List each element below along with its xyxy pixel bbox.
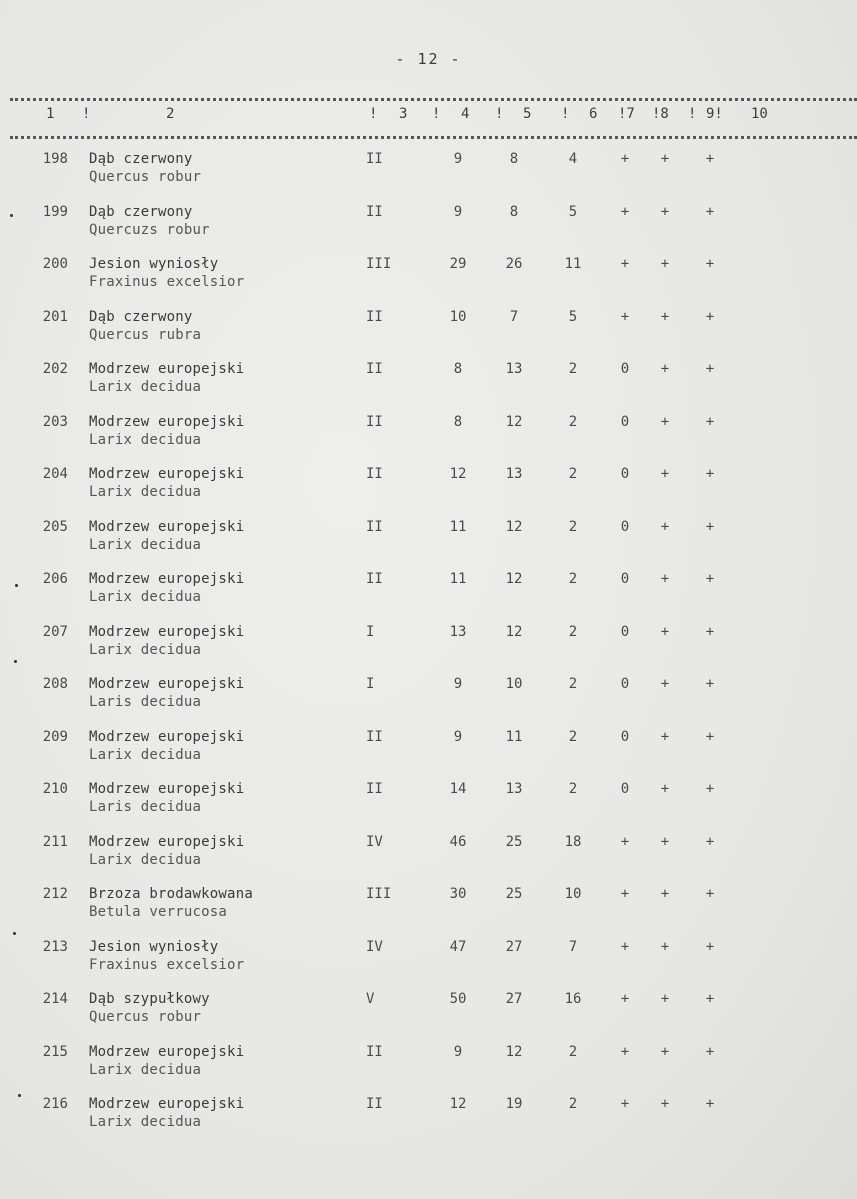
col-6-value: 2 <box>568 781 578 797</box>
col-9-value: + <box>705 203 715 220</box>
col-sep: ! <box>561 106 570 122</box>
col-7-value: 0 <box>620 781 630 797</box>
col-7-value: + <box>620 991 630 1007</box>
col-7-value: + <box>620 833 630 850</box>
col-6-value: 7 <box>568 938 578 955</box>
col-2-header: 2 <box>166 106 175 122</box>
col-4-value: 9 <box>453 203 463 220</box>
table-row <box>0 886 857 930</box>
header-divider <box>10 136 857 139</box>
col-3-value: II <box>366 571 383 587</box>
col-3-value: I <box>366 676 375 692</box>
polish-name: Jesion wyniosły <box>89 256 219 272</box>
latin-name: Quercus rubra <box>89 326 202 343</box>
col-8-value: + <box>660 728 670 745</box>
col-3-header: 3 <box>399 106 408 122</box>
col-5-header: 5 <box>523 106 532 122</box>
row-number: 212 <box>42 886 68 902</box>
col-6-value: 5 <box>568 308 578 325</box>
scan-speck <box>15 584 18 587</box>
col-6-value: 2 <box>568 728 578 745</box>
col-5-value: 13 <box>505 361 523 377</box>
col-4-value: 12 <box>449 466 467 482</box>
col-9-value: + <box>705 728 715 745</box>
scan-speck <box>14 660 17 663</box>
col-sep: ! <box>82 106 91 122</box>
col-1-header: 1 <box>46 106 55 122</box>
col-7-header: !7 <box>618 106 635 122</box>
row-number: 206 <box>42 571 68 587</box>
latin-name: Laris decidua <box>89 799 202 815</box>
col-6-value: 2 <box>568 1043 578 1060</box>
col-10-header: 10 <box>751 106 768 122</box>
col-9-value: + <box>705 518 715 535</box>
col-4-value: 9 <box>453 676 463 692</box>
col-8-value: + <box>660 676 670 692</box>
col-3-value: II <box>366 413 383 430</box>
col-7-value: 0 <box>620 728 630 745</box>
polish-name: Modrzew europejski <box>89 466 245 482</box>
latin-name: Fraxinus excelsior <box>89 274 245 290</box>
col-8-value: + <box>660 413 670 430</box>
polish-name: Dąb czerwony <box>89 308 193 325</box>
col-8-value: + <box>660 623 670 640</box>
col-9-value: + <box>705 991 715 1007</box>
page-number: - 12 - <box>395 50 462 68</box>
col-3-value: IV <box>366 938 383 955</box>
col-4-value: 11 <box>449 518 467 535</box>
col-8-value: + <box>660 1096 670 1112</box>
table-row <box>0 834 857 878</box>
col-9-value: + <box>705 308 715 325</box>
col-4-value: 50 <box>449 991 467 1007</box>
row-number: 201 <box>42 308 68 325</box>
col-9-value: + <box>705 938 715 955</box>
col-5-value: 25 <box>505 833 523 850</box>
col-8-value: + <box>660 991 670 1007</box>
col-6-value: 2 <box>568 413 578 430</box>
polish-name: Modrzew europejski <box>89 676 245 692</box>
col-3-value: IV <box>366 833 383 850</box>
col-4-value: 13 <box>449 623 467 640</box>
row-number: 204 <box>42 466 68 482</box>
col-8-value: + <box>660 833 670 850</box>
col-5-value: 13 <box>505 466 523 482</box>
latin-name: Larix decidua <box>89 1114 202 1130</box>
polish-name: Modrzew europejski <box>89 1096 245 1112</box>
col-9-header: 9! <box>706 106 723 122</box>
col-3-value: I <box>366 623 375 640</box>
table-row <box>0 571 857 615</box>
col-4-value: 30 <box>449 886 467 902</box>
col-6-value: 16 <box>564 991 582 1007</box>
col-4-value: 11 <box>449 571 467 587</box>
col-6-value: 18 <box>564 833 582 850</box>
col-3-value: II <box>366 151 383 167</box>
col-5-value: 13 <box>505 781 523 797</box>
col-7-value: 0 <box>620 623 630 640</box>
latin-name: Larix decidua <box>89 851 202 868</box>
col-4-value: 8 <box>453 413 463 430</box>
scan-speck <box>13 932 16 935</box>
row-number: 199 <box>42 203 68 220</box>
col-8-value: + <box>660 203 670 220</box>
col-3-value: II <box>366 1096 383 1112</box>
col-4-value: 9 <box>453 728 463 745</box>
top-divider <box>10 98 857 101</box>
col-4-value: 10 <box>449 308 467 325</box>
col-7-value: 0 <box>620 571 630 587</box>
col-3-value: II <box>366 466 383 482</box>
col-9-value: + <box>705 151 715 167</box>
col-4-value: 8 <box>453 361 463 377</box>
col-6-value: 11 <box>564 256 582 272</box>
row-number: 214 <box>42 991 68 1007</box>
polish-name: Jesion wyniosły <box>89 938 219 955</box>
row-number: 202 <box>42 361 68 377</box>
col-4-value: 47 <box>449 938 467 955</box>
polish-name: Dąb czerwony <box>89 203 193 220</box>
polish-name: Dąb czerwony <box>89 151 193 167</box>
col-8-value: + <box>660 151 670 167</box>
col-3-value: II <box>366 781 383 797</box>
col-5-value: 12 <box>505 1043 523 1060</box>
col-9-value: + <box>705 361 715 377</box>
polish-name: Modrzew europejski <box>89 1043 245 1060</box>
polish-name: Modrzew europejski <box>89 571 245 587</box>
col-8-value: + <box>660 466 670 482</box>
col-9-value: + <box>705 413 715 430</box>
latin-name: Fraxinus excelsior <box>89 956 245 973</box>
col-sep: ! <box>495 106 504 122</box>
col-3-value: II <box>366 1043 383 1060</box>
row-number: 205 <box>42 518 68 535</box>
col-5-value: 19 <box>505 1096 523 1112</box>
col-4-value: 14 <box>449 781 467 797</box>
table-row <box>0 1044 857 1088</box>
col-7-value: + <box>620 1096 630 1112</box>
col-6-value: 2 <box>568 361 578 377</box>
col-6-value: 2 <box>568 1096 578 1112</box>
col-7-value: 0 <box>620 676 630 692</box>
col-5-value: 25 <box>505 886 523 902</box>
col-8-value: + <box>660 361 670 377</box>
col-9-value: + <box>705 256 715 272</box>
column-header-row <box>0 106 857 128</box>
col-sep: ! <box>688 106 697 122</box>
col-3-value: II <box>366 203 383 220</box>
col-8-value: + <box>660 571 670 587</box>
latin-name: Betula verrucosa <box>89 904 228 920</box>
latin-name: Larix decidua <box>89 484 202 500</box>
table-row <box>0 466 857 510</box>
col-3-value: V <box>366 991 375 1007</box>
col-7-value: + <box>620 203 630 220</box>
col-8-value: + <box>660 938 670 955</box>
table-row <box>0 414 857 458</box>
col-9-value: + <box>705 623 715 640</box>
polish-name: Dąb szypułkowy <box>89 991 210 1007</box>
latin-name: Larix decidua <box>89 536 202 553</box>
col-sep: ! <box>432 106 441 122</box>
col-8-value: + <box>660 886 670 902</box>
col-3-value: III <box>366 886 392 902</box>
col-5-value: 27 <box>505 938 523 955</box>
table-row <box>0 256 857 300</box>
col-9-value: + <box>705 571 715 587</box>
col-9-value: + <box>705 886 715 902</box>
polish-name: Modrzew europejski <box>89 518 245 535</box>
table-row <box>0 676 857 720</box>
row-number: 200 <box>42 256 68 272</box>
col-5-value: 7 <box>509 308 519 325</box>
table-row <box>0 781 857 825</box>
polish-name: Modrzew europejski <box>89 728 245 745</box>
col-7-value: + <box>620 256 630 272</box>
col-7-value: 0 <box>620 413 630 430</box>
table-row <box>0 309 857 353</box>
col-5-value: 8 <box>509 203 519 220</box>
col-9-value: + <box>705 1096 715 1112</box>
col-7-value: + <box>620 151 630 167</box>
row-number: 211 <box>42 833 68 850</box>
col-6-header: 6 <box>589 106 598 122</box>
polish-name: Modrzew europejski <box>89 361 245 377</box>
col-4-value: 9 <box>453 1043 463 1060</box>
row-number: 215 <box>42 1043 68 1060</box>
col-6-value: 2 <box>568 676 578 692</box>
row-number: 198 <box>42 151 68 167</box>
row-number: 216 <box>42 1096 68 1112</box>
col-6-value: 4 <box>568 151 578 167</box>
col-3-value: II <box>366 308 383 325</box>
col-4-value: 12 <box>449 1096 467 1112</box>
col-sep: ! <box>369 106 378 122</box>
col-8-header: !8 <box>652 106 669 122</box>
table-row <box>0 361 857 405</box>
row-number: 213 <box>42 938 68 955</box>
col-8-value: + <box>660 308 670 325</box>
scan-speck <box>18 1094 21 1097</box>
col-7-value: + <box>620 886 630 902</box>
row-number: 207 <box>42 623 68 640</box>
table-row <box>0 519 857 563</box>
col-5-value: 12 <box>505 623 523 640</box>
col-6-value: 2 <box>568 466 578 482</box>
table-row <box>0 991 857 1035</box>
row-number: 210 <box>42 781 68 797</box>
col-6-value: 10 <box>564 886 582 902</box>
latin-name: Laris decidua <box>89 694 202 710</box>
col-6-value: 2 <box>568 623 578 640</box>
col-6-value: 5 <box>568 203 578 220</box>
col-8-value: + <box>660 518 670 535</box>
row-number: 203 <box>42 413 68 430</box>
col-7-value: 0 <box>620 518 630 535</box>
col-5-value: 26 <box>505 256 523 272</box>
latin-name: Quercus robur <box>89 1009 202 1025</box>
col-5-value: 11 <box>505 728 523 745</box>
col-4-value: 46 <box>449 833 467 850</box>
table-row <box>0 204 857 248</box>
col-8-value: + <box>660 1043 670 1060</box>
col-7-value: 0 <box>620 466 630 482</box>
polish-name: Modrzew europejski <box>89 413 245 430</box>
col-3-value: III <box>366 256 392 272</box>
table-row <box>0 1096 857 1140</box>
row-number: 208 <box>42 676 68 692</box>
col-5-value: 10 <box>505 676 523 692</box>
scan-speck <box>10 214 13 217</box>
col-7-value: + <box>620 1043 630 1060</box>
col-5-value: 12 <box>505 413 523 430</box>
polish-name: Modrzew europejski <box>89 781 245 797</box>
latin-name: Larix decidua <box>89 431 202 448</box>
col-7-value: + <box>620 308 630 325</box>
col-8-value: + <box>660 256 670 272</box>
col-6-value: 2 <box>568 571 578 587</box>
col-4-header: 4 <box>461 106 470 122</box>
polish-name: Modrzew europejski <box>89 623 245 640</box>
col-3-value: II <box>366 728 383 745</box>
table-row <box>0 624 857 668</box>
latin-name: Quercuzs robur <box>89 221 210 238</box>
col-6-value: 2 <box>568 518 578 535</box>
col-5-value: 27 <box>505 991 523 1007</box>
polish-name: Brzoza brodawkowana <box>89 886 253 902</box>
col-9-value: + <box>705 781 715 797</box>
col-9-value: + <box>705 1043 715 1060</box>
col-5-value: 8 <box>509 151 519 167</box>
col-7-value: 0 <box>620 361 630 377</box>
col-5-value: 12 <box>505 518 523 535</box>
latin-name: Larix decidua <box>89 379 202 395</box>
latin-name: Larix decidua <box>89 1061 202 1078</box>
col-5-value: 12 <box>505 571 523 587</box>
col-4-value: 9 <box>453 151 463 167</box>
col-9-value: + <box>705 833 715 850</box>
col-9-value: + <box>705 676 715 692</box>
table-row <box>0 939 857 983</box>
latin-name: Larix decidua <box>89 746 202 763</box>
latin-name: Larix decidua <box>89 589 202 605</box>
col-9-value: + <box>705 466 715 482</box>
col-3-value: II <box>366 361 383 377</box>
table-row <box>0 729 857 773</box>
row-number: 209 <box>42 728 68 745</box>
polish-name: Modrzew europejski <box>89 833 245 850</box>
col-7-value: + <box>620 938 630 955</box>
latin-name: Quercus robur <box>89 169 202 185</box>
latin-name: Larix decidua <box>89 641 202 658</box>
col-3-value: II <box>366 518 383 535</box>
table-row <box>0 151 857 195</box>
col-8-value: + <box>660 781 670 797</box>
col-4-value: 29 <box>449 256 467 272</box>
